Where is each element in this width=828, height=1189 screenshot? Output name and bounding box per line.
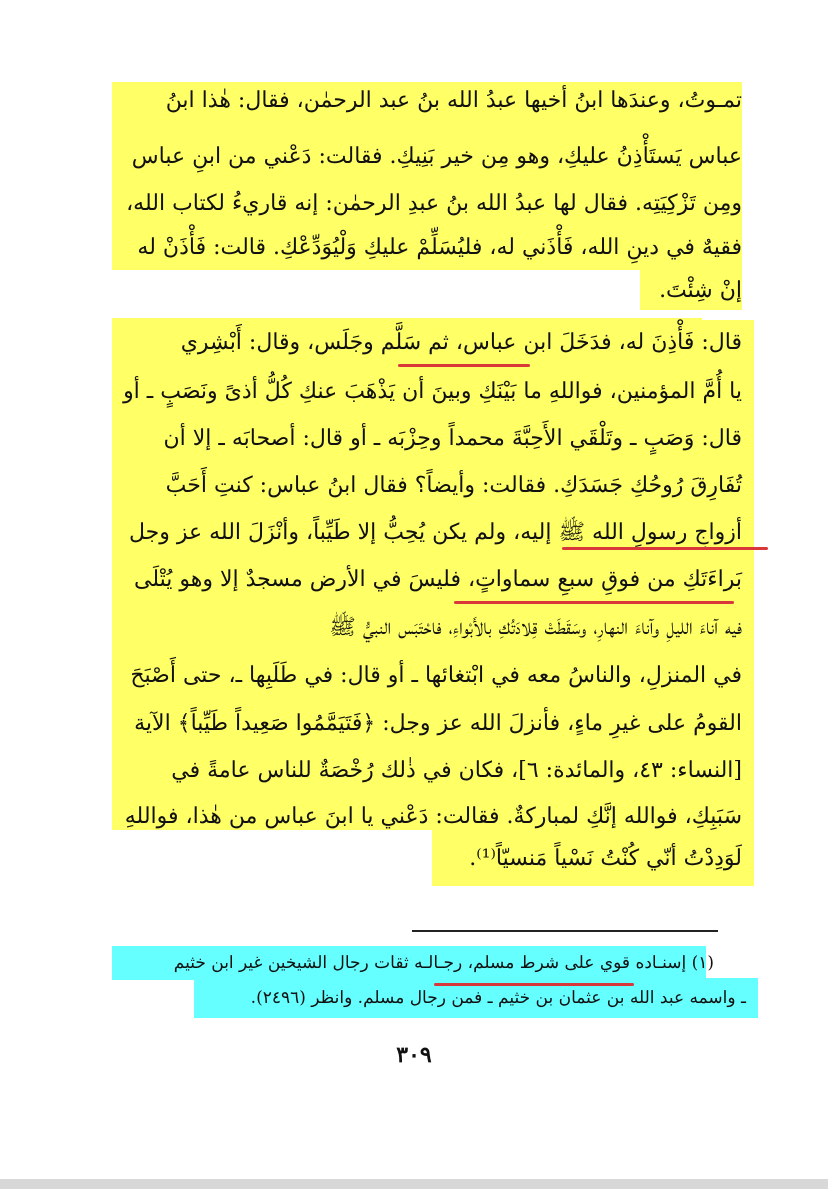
- text-line: القومُ على غيرِ ماءٍ، فأنزلَ الله عز وجل: ﴿فَتَيَمَّمُوا صَعِيداً طَيِّباً﴾ الآية: [134, 711, 742, 736]
- text-line: أزواجِ رسولِ الله ﷺ إليه، ولم يكن يُحِبُّ إلا طَيِّباً، وأنْزَلَ الله عز وجل: [128, 520, 742, 545]
- text-line: ومِن تَزْكِيَتِه. فقال لها عبدُ الله بنُ عبدِ الرحمٰن: إنه قاريءُ لكتاب الله،: [126, 191, 742, 216]
- page-number: ٣٠٩: [396, 1042, 432, 1068]
- text-line: في المنزلِ، والناسُ معه في ابْتغائها ـ أو قال: في طَلَبِها ـ، حتى أَصْبَحَ: [130, 663, 742, 688]
- footnote-line: ـ واسمه عبد الله بن عثمان بن خثيم ـ فمن رجال مسلم. وانظر (٢٤٩٦).: [250, 988, 746, 1008]
- text-line: سَبَبِكِ، فوالله إنَّكِ لمباركةٌ. فقالت: دَعْني يا ابنَ عباس من هٰذا، فواللهِ: [124, 804, 742, 829]
- text-line: تُفَارِقَ رُوحُكِ جَسَدَكِ. فقالت: وأيضاً؟ فقال ابنُ عباس: كنتِ أَحَبَّ: [165, 473, 742, 498]
- text-line: تمـوتُ، وعندَها ابنُ أخيها عبدُ الله بنُ عبد الرحمٰن، فقال: هٰذا ابنُ: [165, 88, 742, 113]
- text-line: لَوَدِدْتُ أنّي كُنْتُ نَسْياً مَنسيّاً⁽¹⁾.: [469, 846, 742, 871]
- scan-edge: [0, 1179, 828, 1189]
- footnote-line: (١) إسنـاده قوي على شرط مسلم، رجـالـه ثقات رجال الشيخين غير ابن خثيم: [173, 953, 714, 973]
- text-line: [النساء: ٤٣، والمائدة: ٦]، فكان في ذٰلك رُخْصَةٌ للناس عامةً في: [171, 758, 742, 783]
- text-line: فقيهٌ في دينِ الله، فَأْذَني له، فليُسَلِّمْ عليكِ وَلْيُوَدِّعْكِ. قالت: فَأْذَنْ له: [137, 235, 742, 260]
- text-line: يا أُمَّ المؤمنين، فواللهِ ما بَيْنَكِ وبينَ أن يَذْهَبَ عنكِ كُلُّ أذىً ونَصَبٍ ـ أو: [123, 379, 742, 404]
- underline-mark: [454, 601, 734, 604]
- text-line: قال: فَأْذِنَ له، فدَخَلَ ابن عباس، ثم سَلَّم وجَلَس، وقال: أَبْشِري: [180, 330, 742, 355]
- text-line: إنْ شِئْتَ.: [659, 278, 742, 303]
- text-line: فيه آناءَ الليلِ وآناءَ النهارِ، وسَقَطَتْ قِلادَتُكِ بالأَبْواءِ، فاحْتَبَس النبيُّ ﷺ: [329, 615, 742, 640]
- underline-mark: [562, 547, 768, 550]
- text-line: قال: وَصَبٍ ـ وتَلْقَي الأَحِبَّةَ محمداً وحِزْبَه ـ أو قال: أصحابَه ـ إلا أن: [163, 426, 742, 451]
- underline-mark: [434, 983, 634, 986]
- text-line: عباس يَستَأْذِنُ عليكِ، وهو مِن خير بَنِيكِ. فقالت: دَعْني من ابنِ عباس: [131, 144, 742, 169]
- underline-mark: [398, 364, 530, 367]
- footnote-separator: [412, 930, 718, 932]
- text-line: بَراءَتَكِ من فوقِ سبعِ سماواتٍ، فليسَ في الأرض مسجدٌ إلا وهو يُتْلَى: [134, 567, 742, 592]
